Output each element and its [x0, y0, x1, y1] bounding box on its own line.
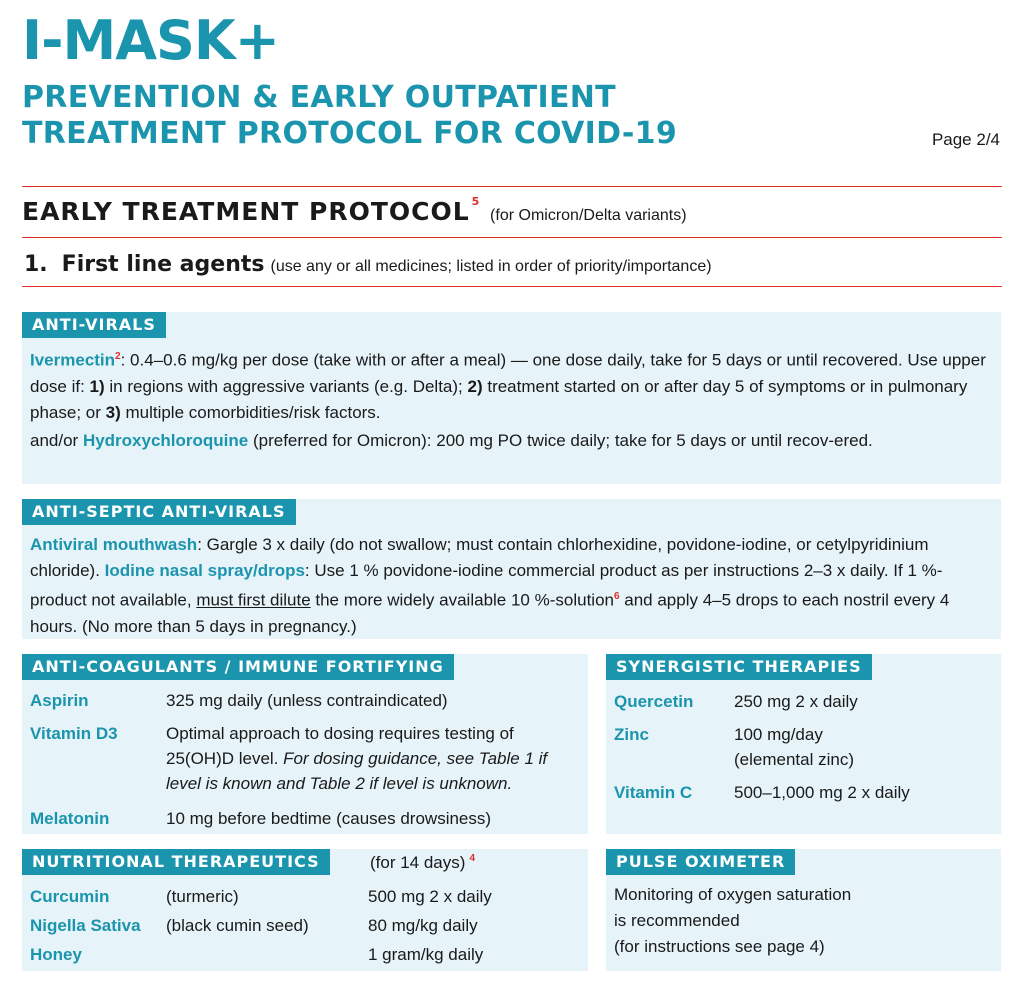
- hcq-label: Hydroxychloroquine: [82, 431, 249, 450]
- quercetin-label: Quercetin: [614, 692, 694, 711]
- oximeter-tag: PULSE OXIMETER: [606, 849, 795, 875]
- anticoag-tag: ANTI-COAGULANTS / IMMUNE FORTIFYING: [22, 654, 454, 680]
- antivirals-paragraph-1: [30, 344, 990, 426]
- vitamin-d-label: Vitamin D3: [30, 724, 118, 743]
- ivermectin-ref: 2: [115, 351, 121, 362]
- divider-top: [22, 186, 1002, 187]
- oximeter-line-2: is recommended: [614, 911, 740, 930]
- hcq-prefix: and/or: [30, 431, 83, 450]
- divider-middle: [22, 237, 1002, 238]
- section-title: [22, 197, 687, 226]
- nutritional-duration: (for 14 days): [370, 853, 466, 872]
- antiseptic-tag: ANTI-SEPTIC ANTI-VIRALS: [22, 499, 296, 525]
- page-number: Page 2/4: [931, 130, 1000, 149]
- ivermectin-text-a: : 0.4–0.6 mg/kg per dose (take with or after a meal) — one dose daily, take for 5 days or until recovered. Use upper dose if:: [30, 350, 986, 396]
- mouthwash-text: : Gargle 3 x daily (do not swallow; must contain chlorhexidine, povidone-iodine, or cetylpyridinium chloride).: [30, 535, 929, 580]
- subsection-heading: [24, 252, 712, 277]
- antivirals-paragraph-2: [30, 428, 990, 454]
- nasal-spray-label: Iodine nasal spray/drops: [104, 561, 305, 580]
- solution-ref: 6: [613, 591, 620, 602]
- nasal-spray-text-3: and apply 4–5 drops to each nostril every 4 hours. (No more than 5 days in pregnancy.): [30, 590, 950, 636]
- honey-dose: 1 gram/kg daily: [368, 945, 484, 964]
- section-title-text: EARLY TREATMENT PROTOCOL: [22, 197, 470, 226]
- subsection-note: (use any or all medicines; listed in order of priority/importance): [270, 258, 712, 275]
- subtitle-line-2: TREATMENT PROTOCOL FOR COVID-19: [22, 116, 678, 151]
- dilute-warning: must first dilute: [196, 590, 311, 610]
- vitamin-d-text: [166, 721, 584, 796]
- nigella-label: Nigella Sativa: [30, 916, 141, 935]
- synergistic-tag: SYNERGISTIC THERAPIES: [606, 654, 872, 680]
- nasal-spray-text-2: the more widely available 10 %-solution: [310, 590, 614, 610]
- vitamin-c-dose: 500–1,000 mg 2 x daily: [734, 783, 910, 802]
- antivirals-tag: ANTI-VIRALS: [22, 312, 166, 338]
- logo-title: I-MASK+: [22, 9, 280, 72]
- zinc-label: Zinc: [614, 725, 649, 744]
- oximeter-line-3: (for instructions see page 4): [614, 937, 825, 956]
- curcumin-label: Curcumin: [30, 887, 110, 906]
- ivermectin-label: Ivermectin: [30, 350, 116, 370]
- divider-bottom: [22, 286, 1002, 287]
- melatonin-dose: 10 mg before bedtime (causes drowsiness): [166, 809, 492, 828]
- ivermectin-text-c: treatment started on or after day 5 of symptoms or in pulmonary phase; or: [30, 376, 968, 422]
- nasal-spray-text: : Use 1 % povidone-iodine commercial product as per instructions 2–3 x daily. If 1 %-product not available,: [30, 561, 943, 610]
- section-note: (for Omicron/Delta variants): [490, 207, 687, 224]
- vitamin-d-dose: Optimal approach to dosing requires testing of 25(OH)D level.: [166, 724, 514, 768]
- subtitle-line-1: PREVENTION & EARLY OUTPATIENT: [22, 80, 616, 115]
- curcumin-desc: (turmeric): [166, 887, 239, 906]
- aspirin-dose: 325 mg daily (unless contraindicated): [166, 691, 448, 710]
- hcq-text: (preferred for Omicron): 200 mg PO twice daily; take for 5 days or until recov-ered.: [248, 431, 873, 450]
- oximeter-line-1: Monitoring of oxygen saturation: [614, 885, 852, 904]
- section-ref: 5: [471, 195, 481, 208]
- honey-label: Honey: [30, 945, 82, 964]
- condition-2: 2): [467, 376, 483, 396]
- nutritional-note: [370, 853, 475, 873]
- condition-3: 3): [105, 402, 121, 422]
- curcumin-dose: 500 mg 2 x daily: [368, 887, 492, 906]
- nigella-dose: 80 mg/kg daily: [368, 916, 478, 935]
- vitamin-d-guidance: For dosing guidance, see Table 1 if level is known and Table 2 if level is unknown.: [166, 749, 548, 793]
- nutritional-ref: 4: [469, 853, 475, 865]
- nutritional-tag: NUTRITIONAL THERAPEUTICS: [22, 849, 330, 875]
- subsection-number: 1.: [24, 252, 48, 277]
- antiseptic-paragraph: [30, 532, 980, 640]
- condition-1: 1): [89, 376, 105, 396]
- melatonin-label: Melatonin: [30, 809, 110, 828]
- quercetin-dose: 250 mg 2 x daily: [734, 692, 858, 711]
- zinc-dose: 100 mg/day: [734, 725, 823, 744]
- nigella-desc: (black cumin seed): [166, 916, 309, 935]
- ivermectin-text-d: multiple comorbidities/risk factors.: [120, 402, 381, 422]
- ivermectin-text-b: in regions with aggressive variants (e.g. Delta);: [104, 376, 468, 396]
- subsection-title: First line agents: [61, 252, 265, 277]
- oximeter-text: [614, 882, 994, 960]
- mouthwash-label: Antiviral mouthwash: [30, 535, 198, 554]
- zinc-note: (elemental zinc): [734, 750, 854, 769]
- aspirin-label: Aspirin: [30, 691, 89, 710]
- vitamin-c-label: Vitamin C: [614, 783, 693, 802]
